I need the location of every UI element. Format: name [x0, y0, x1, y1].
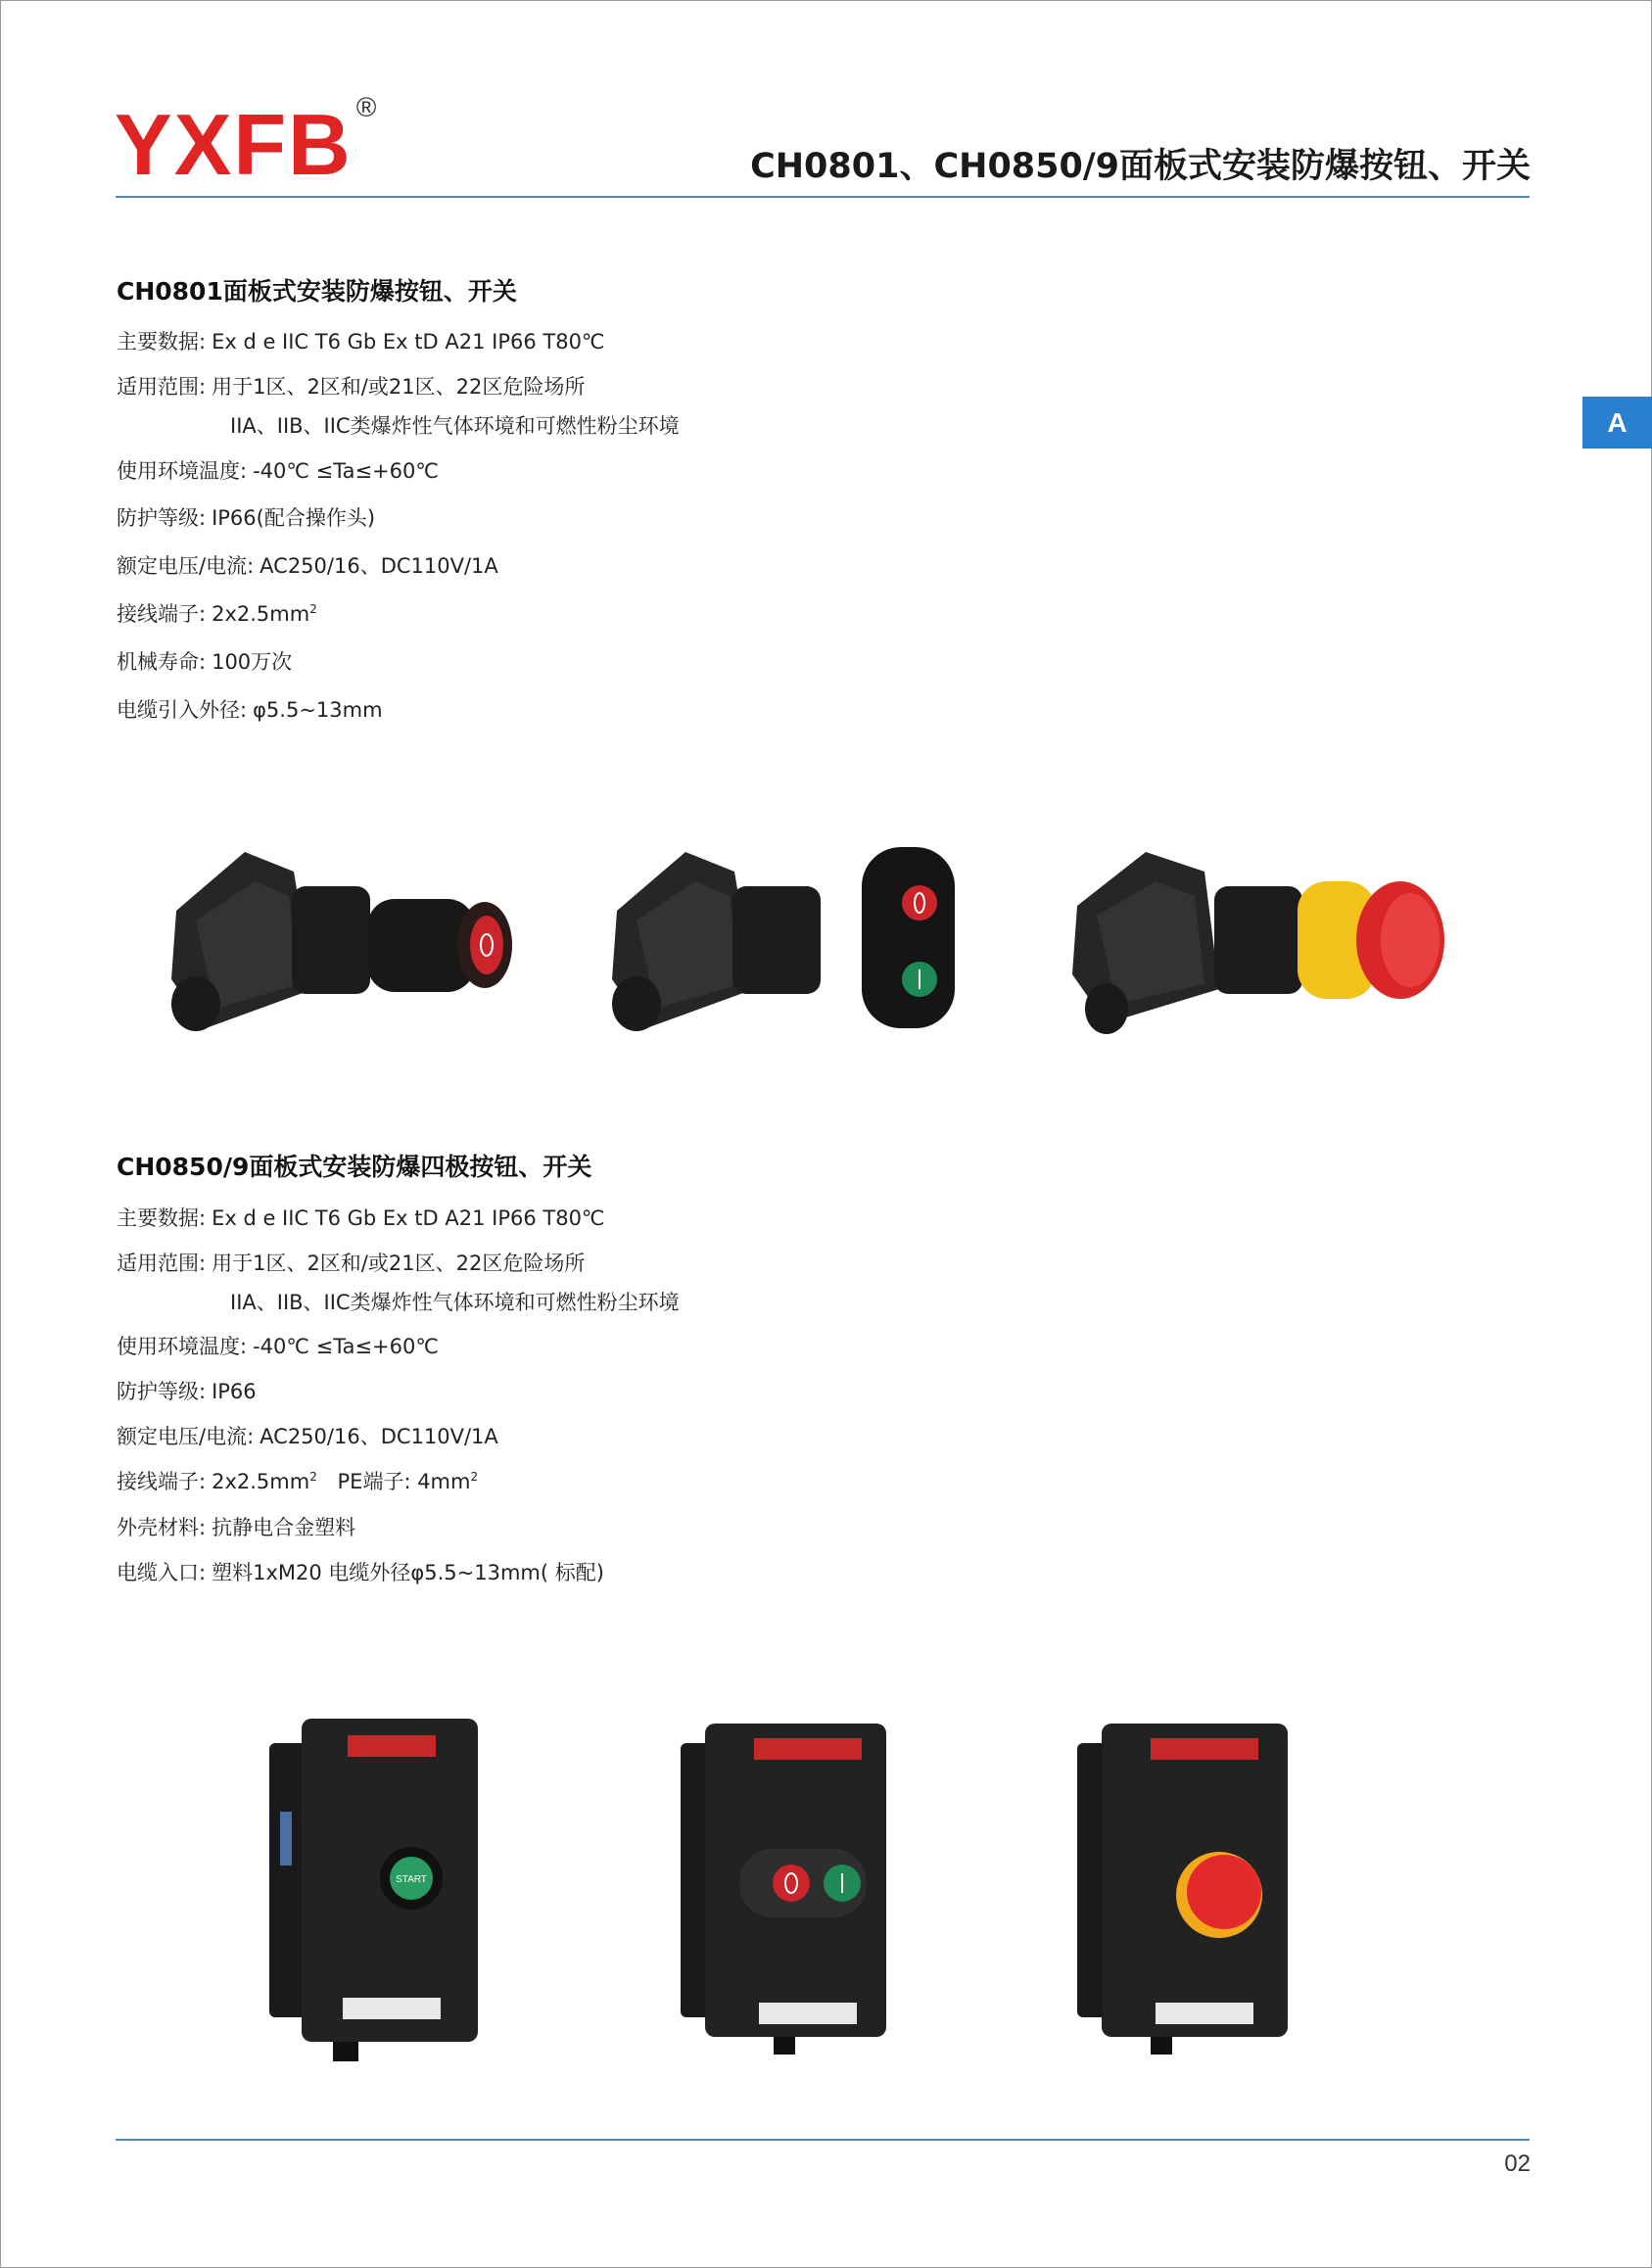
- section2-spec-protection: 防护等级: IP66: [117, 1380, 257, 1403]
- product-stop-start-button-box: [676, 1714, 911, 2066]
- page-title: CH0801、CH0850/9面板式安装防爆按钮、开关: [750, 147, 1531, 186]
- product-single-button-head: [166, 813, 519, 1038]
- product-double-button-head: [607, 813, 960, 1038]
- section2-spec-material: 外壳材料: 抗静电合金塑料: [117, 1516, 356, 1539]
- section2-title: CH0850/9面板式安装防爆四极按钮、开关: [117, 1153, 592, 1181]
- section2-spec-main-data: 主要数据: Ex d e IIC T6 Gb Ex tD A21 IP66 T80℃: [117, 1206, 605, 1230]
- section1-spec-protection: 防护等级: IP66(配合操作头): [117, 506, 376, 530]
- section2-spec-rating: 额定电压/电流: AC250/16、DC110V/1A: [117, 1425, 498, 1448]
- section1-spec-rating: 额定电压/电流: AC250/16、DC110V/1A: [117, 554, 498, 578]
- section2-spec-entry: 电缆入口: 塑料1xM20 电缆外径φ5.5~13mm( 标配): [117, 1561, 604, 1584]
- start-label: START: [396, 1874, 427, 1885]
- chapter-tab[interactable]: A: [1582, 397, 1652, 449]
- section1-spec-life: 机械寿命: 100万次: [117, 650, 293, 674]
- footer-divider: [116, 2139, 1530, 2141]
- section1-spec-temperature: 使用环境温度: -40℃ ≤Ta≤+60℃: [117, 459, 439, 483]
- section2-spec-scope: 适用范围: 用于1区、2区和/或21区、22区危险场所 IIA、IIB、IIC类爆炸性气体环境和可燃性粉尘环境: [117, 1252, 680, 1314]
- product-emergency-stop-head: [1067, 813, 1459, 1038]
- section1-spec-cable: 电缆引入外径: φ5.5~13mm: [117, 698, 383, 722]
- page-number: 02: [1504, 2150, 1531, 2177]
- header-divider: [116, 196, 1530, 198]
- product-emergency-stop-box: [1072, 1714, 1307, 2066]
- brand-logo: YXFB ®: [115, 92, 379, 193]
- section1-spec-main-data: 主要数据: Ex d e IIC T6 Gb Ex tD A21 IP66 T80℃: [117, 330, 605, 354]
- product-start-button-box: [264, 1714, 490, 2066]
- section1-spec-scope: 适用范围: 用于1区、2区和/或21区、22区危险场所 IIA、IIB、IIC类爆炸性气体环境和可燃性粉尘环境: [117, 375, 680, 438]
- section2-spec-terminal: 接线端子: $2x2.5mm^2$ PE端子: $4mm^2$: [117, 1470, 479, 1493]
- section1-title: CH0801面板式安装防爆按钮、开关: [117, 277, 517, 306]
- section1-spec-terminal: 接线端子: $2x2.5mm^2$: [117, 602, 317, 626]
- section2-spec-temperature: 使用环境温度: -40℃ ≤Ta≤+60℃: [117, 1335, 439, 1358]
